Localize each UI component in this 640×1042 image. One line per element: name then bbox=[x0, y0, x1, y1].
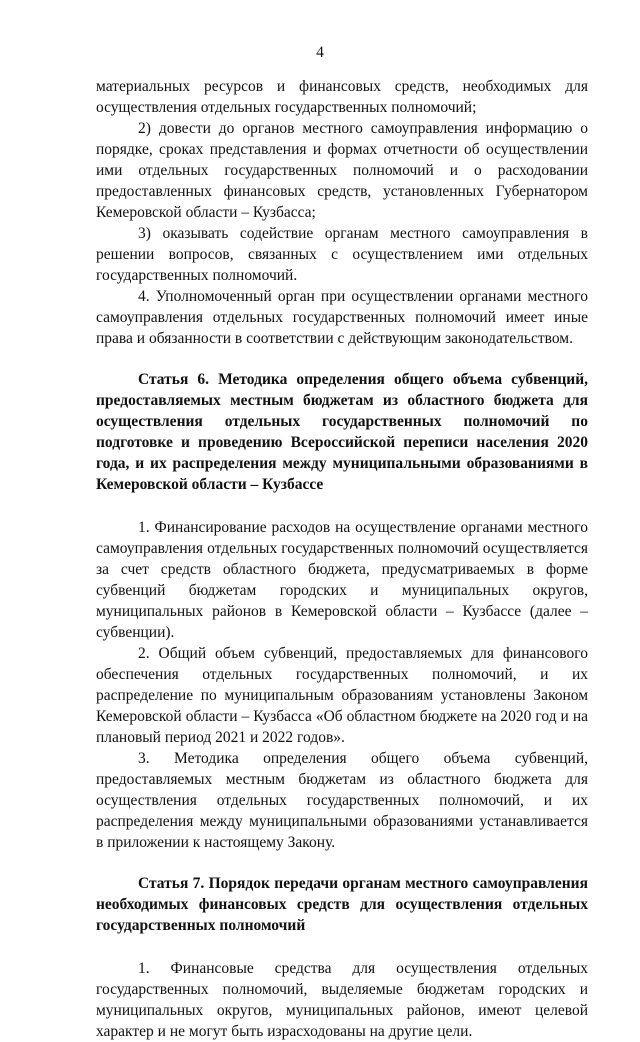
article-6-clause-3: 3. Методика определения общего объема субвенций, предоставляемых местным бюджетам из областного бюджета для осуществления отдельных государственных полномочий, и их распределения между муниципальными образованиями устанавливается в приложении к настоящему Закону. bbox=[96, 750, 588, 851]
continuation-paragraph: материальных ресурсов и финансовых средств, необходимых для осуществления отдельных государственных полномочий; bbox=[96, 78, 588, 116]
spacer bbox=[96, 495, 588, 517]
spacer bbox=[96, 853, 588, 873]
list-item-2: 2) довести до органов местного самоуправления информацию о порядке, сроках представления и формах отчетности об осуществлении ими отдельных государственных полномочий и о расходовании предоставленных финансовых средств, установленных Губернатором Кемеровской области – Кузбасса; bbox=[96, 120, 588, 221]
article-6-clause-2: 2. Общий объем субвенций, предоставляемых для финансового обеспечения отдельных государственных полномочий, и их распределение по муниципальным образованиям установлены Законом Кемеровской области – Кузбасса «Об областном бюджете на 2020 год и на плановый период 2021 и 2022 годов». bbox=[96, 645, 588, 746]
article-7-heading: Статья 7. Порядок передачи органам местного самоуправления необходимых финансовых средств для осуществления отдельных государственных полномочий bbox=[96, 875, 588, 934]
article-6-clause-1: 1. Финансирование расходов на осуществление органами местного самоуправления отдельных государственных полномочий осуществляется за счет средств областного бюджета, предусматриваемых в форме субвенций бюджетам городских и муниципальных округов, муниципальных районов в Кемеровской области – Кузбассе (далее – субвенции). bbox=[96, 519, 588, 641]
article-7-clause-1: 1. Финансовые средства для осуществления отдельных государственных полномочий, выделяемые бюджетам городских и муниципальных округов, муниципальных районов, имеют целевой характер и не могут быть израсходованы на другие цели. bbox=[96, 960, 588, 1040]
spacer bbox=[96, 936, 588, 958]
document-body bbox=[96, 76, 588, 1042]
clause-4: 4. Уполномоченный орган при осуществлении органами местного самоуправления отдельных государственных полномочий имеет иные права и обязанности в соответствии с действующим законодательством. bbox=[96, 288, 588, 347]
spacer bbox=[96, 349, 588, 369]
list-item-3: 3) оказывать содействие органам местного самоуправления в решении вопросов, связанных с осуществлением ими отдельных государственных полномочий. bbox=[96, 225, 588, 284]
article-6-heading: Статья 6. Методика определения общего объема субвенций, предоставляемых местным бюджетам из областного бюджета для осуществления отдельных государственных полномочий по подготовке и проведению Всероссийской переписи населения 2020 года, и их распределения между муниципальными образованиями в Кемеровской области – Кузбассе bbox=[96, 371, 588, 493]
page-number: 4 bbox=[316, 44, 324, 61]
